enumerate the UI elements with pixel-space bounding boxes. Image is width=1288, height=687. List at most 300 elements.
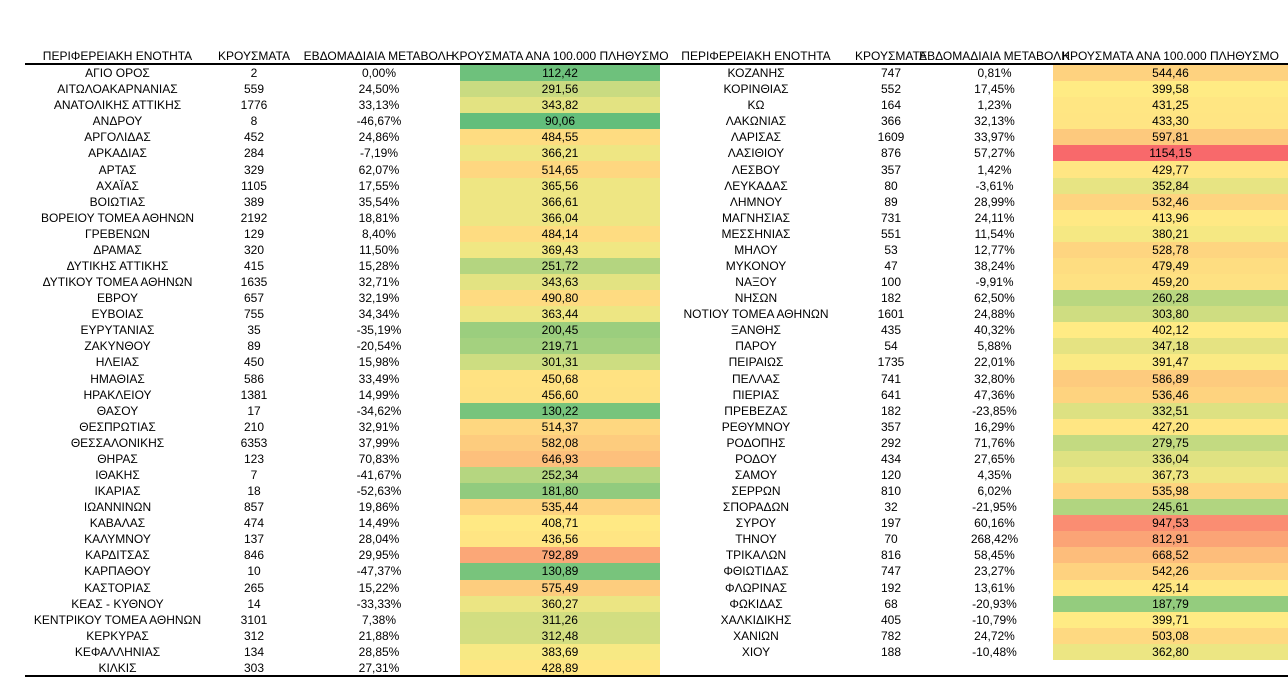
column-header-weekly-change: ΕΒΔΟΜΑΔΙΑΙΑ ΜΕΤΑΒΟΛΗ	[303, 48, 455, 63]
weekly-change-cell: 1,42%	[977, 162, 1012, 177]
column-header-cases: ΚΡΟΥΣΜΑΤΑ	[855, 48, 927, 63]
region-name-cell: ΜΑΓΝΗΣΙΑΣ	[721, 210, 791, 225]
cases-cell: 1776	[240, 98, 268, 113]
cases-per-100k-cell: 528,78	[1053, 242, 1288, 258]
cases-per-100k-cell: 431,25	[1053, 97, 1288, 113]
cases-per-100k-cell: 582,08	[460, 435, 660, 451]
cases-cell: 68	[884, 596, 898, 611]
weekly-change-cell: 27,31%	[358, 660, 400, 675]
cases-cell: 129	[243, 226, 265, 241]
weekly-change-cell: 14,99%	[358, 387, 400, 402]
cases-cell: 10	[247, 564, 261, 579]
cases-cell: 747	[880, 564, 902, 579]
weekly-change-cell: 24,50%	[358, 82, 400, 97]
region-name-cell: ΕΥΡΥΤΑΝΙΑΣ	[80, 323, 155, 338]
cases-per-100k-cell: 429,77	[1053, 161, 1288, 177]
weekly-change-cell: 13,61%	[974, 580, 1015, 595]
weekly-change-cell: -33,33%	[356, 596, 402, 611]
cases-cell: 1735	[877, 355, 905, 370]
weekly-change-cell: -3,61%	[975, 178, 1014, 193]
weekly-change-cell: 22,01%	[974, 355, 1015, 370]
region-name-cell: ΚΑΒΑΛΑΣ	[89, 516, 146, 531]
weekly-change-cell: 58,45%	[974, 548, 1015, 563]
region-name-cell: ΞΑΝΘΗΣ	[731, 323, 781, 338]
cases-per-100k-cell: 433,30	[1053, 113, 1288, 129]
cases-cell: 47	[884, 258, 898, 273]
weekly-change-cell: 38,24%	[974, 258, 1015, 273]
column-header-cases: ΚΡΟΥΣΜΑΤΑ	[218, 48, 290, 63]
cases-cell: 1105	[241, 178, 267, 193]
cases-per-100k-cell: 399,71	[1053, 612, 1288, 628]
weekly-change-cell: 32,13%	[974, 114, 1015, 129]
weekly-change-cell: 268,42%	[970, 532, 1019, 547]
weekly-change-cell: 14,49%	[358, 516, 400, 531]
cases-per-100k-cell: 668,52	[1053, 547, 1288, 563]
cases-per-100k-cell: 367,73	[1053, 467, 1288, 483]
region-name-cell: ΙΚΑΡΙΑΣ	[94, 484, 141, 499]
region-name-cell: ΛΕΥΚΑΔΑΣ	[724, 178, 788, 193]
cases-cell: 134	[243, 644, 265, 659]
cases-per-100k-cell: 586,89	[1053, 370, 1288, 386]
region-name-cell: ΚΕΝΤΡΙΚΟΥ ΤΟΜΕΑ ΑΘΗΝΩΝ	[33, 612, 202, 627]
cases-cell: 755	[243, 307, 265, 322]
weekly-change-cell: 16,29%	[974, 419, 1015, 434]
cases-cell: 35	[247, 323, 261, 338]
cases-cell: 182	[880, 291, 902, 306]
region-name-cell: ΚΑΛΥΜΝΟΥ	[84, 532, 151, 547]
weekly-change-cell: -9,91%	[975, 275, 1014, 290]
cases-cell: 120	[880, 467, 902, 482]
cases-cell: 70	[884, 532, 898, 547]
region-name-cell: ΕΒΡΟΥ	[97, 291, 138, 306]
weekly-change-cell: -35,19%	[356, 323, 402, 338]
region-name-cell: ΒΟΙΩΤΙΑΣ	[89, 194, 146, 209]
region-name-cell: ΠΑΡΟΥ	[735, 339, 777, 354]
weekly-change-cell: 24,88%	[974, 307, 1015, 322]
cases-cell: 1635	[240, 275, 268, 290]
weekly-change-cell: 8,40%	[361, 226, 397, 241]
weekly-change-cell: 70,83%	[358, 451, 400, 466]
cases-cell: 846	[243, 548, 265, 563]
cases-per-100k-cell: 947,53	[1053, 515, 1288, 531]
cases-cell: 357	[880, 419, 902, 434]
weekly-change-cell: 33,13%	[358, 98, 400, 113]
cases-cell: 551	[880, 226, 902, 241]
cases-cell: 89	[884, 194, 898, 209]
region-name-cell: ΗΡΑΚΛΕΙΟΥ	[83, 387, 152, 402]
cases-per-100k-cell: 187,79	[1053, 596, 1288, 612]
cases-cell: 188	[880, 644, 902, 659]
weekly-change-cell: 37,99%	[358, 435, 400, 450]
cases-cell: 747	[880, 66, 902, 81]
cases-per-100k-cell: 219,71	[460, 338, 660, 354]
cases-per-100k-cell: 363,44	[460, 306, 660, 322]
cases-per-100k-cell: 812,91	[1053, 531, 1288, 547]
cases-per-100k-cell: 365,56	[460, 178, 660, 194]
cases-cell: 405	[880, 612, 902, 627]
weekly-change-cell: 15,22%	[358, 580, 400, 595]
cases-cell: 32	[884, 500, 898, 515]
region-name-cell: ΛΑΡΙΣΑΣ	[730, 130, 782, 145]
region-name-cell: ΚΩ	[747, 98, 765, 113]
cases-cell: 657	[243, 291, 265, 306]
region-name-cell: ΡΟΔΟΠΗΣ	[726, 435, 786, 450]
cases-per-100k-cell: 646,93	[460, 451, 660, 467]
cases-cell: 1609	[877, 130, 905, 145]
region-name-cell: ΛΑΚΩΝΙΑΣ	[725, 114, 787, 129]
header-divider-line	[25, 63, 1288, 65]
weekly-change-cell: 19,86%	[358, 500, 400, 515]
cases-per-100k-cell: 542,26	[1053, 563, 1288, 579]
region-name-cell: ΔΥΤΙΚΟΥ ΤΟΜΕΑ ΑΘΗΝΩΝ	[42, 275, 193, 290]
region-name-cell: ΑΝΑΤΟΛΙΚΗΣ ΑΤΤΙΚΗΣ	[53, 98, 182, 113]
cases-per-100k-cell: 484,55	[460, 129, 660, 145]
cases-cell: 7	[250, 467, 258, 482]
cases-per-100k-cell: 408,71	[460, 515, 660, 531]
region-name-cell: ΤΗΝΟΥ	[735, 532, 777, 547]
region-name-cell: ΖΑΚΥΝΘΟΥ	[84, 339, 151, 354]
cases-cell: 641	[880, 387, 902, 402]
weekly-change-cell: 15,28%	[358, 258, 400, 273]
region-name-cell: ΑΡΓΟΛΙΔΑΣ	[84, 130, 151, 145]
region-name-cell: ΚΑΡΔΙΤΣΑΣ	[85, 548, 150, 563]
column-header-region: ΠΕΡΙΦΕΡΕΙΑΚΗ ΕΝΟΤΗΤΑ	[42, 48, 193, 63]
regional-table-right	[666, 46, 1288, 676]
region-name-cell: ΚΑΣΤΟΡΙΑΣ	[84, 580, 151, 595]
weekly-change-cell: 32,91%	[358, 419, 400, 434]
table-grid-left	[25, 46, 669, 676]
cases-per-100k-cell: 352,84	[1053, 178, 1288, 194]
weekly-change-cell: 24,72%	[974, 628, 1015, 643]
weekly-change-cell: 6,02%	[977, 484, 1012, 499]
weekly-change-cell: 7,38%	[361, 612, 397, 627]
weekly-change-cell: -10,48%	[972, 644, 1017, 659]
cases-per-100k-cell: 490,80	[460, 290, 660, 306]
weekly-change-cell: -10,79%	[972, 612, 1017, 627]
cases-cell: 857	[243, 500, 265, 515]
cases-per-100k-cell: 402,12	[1053, 322, 1288, 338]
cases-cell: 434	[880, 451, 902, 466]
region-name-cell: ΙΘΑΚΗΣ	[95, 467, 140, 482]
region-name-cell: ΘΕΣΠΡΩΤΙΑΣ	[79, 419, 156, 434]
cases-cell: 18	[247, 484, 261, 499]
region-name-cell: ΝΑΞΟΥ	[735, 275, 777, 290]
region-name-cell: ΑΙΤΩΛΟΑΚΑΡΝΑΝΙΑΣ	[57, 82, 178, 97]
cases-cell: 2	[250, 66, 258, 81]
cases-cell: 14	[247, 596, 261, 611]
cases-per-100k-cell: 200,45	[460, 322, 660, 338]
cases-cell: 2192	[240, 210, 268, 225]
cases-per-100k-cell: 301,31	[460, 354, 660, 370]
cases-per-100k-cell: 360,27	[460, 596, 660, 612]
region-name-cell: ΘΗΡΑΣ	[97, 451, 138, 466]
cases-per-100k-cell: 514,37	[460, 419, 660, 435]
cases-per-100k-cell: 514,65	[460, 161, 660, 177]
region-name-cell: ΑΝΔΡΟΥ	[92, 114, 143, 129]
region-name-cell: ΒΟΡΕΙΟΥ ΤΟΜΕΑ ΑΘΗΝΩΝ	[40, 210, 195, 225]
region-name-cell: ΓΡΕΒΕΝΩΝ	[85, 226, 150, 241]
cases-per-100k-cell: 366,61	[460, 194, 660, 210]
cases-per-100k-cell: 347,18	[1053, 338, 1288, 354]
region-name-cell: ΚΕΑΣ - ΚΥΘΝΟΥ	[71, 596, 164, 611]
weekly-change-cell: -52,63%	[356, 484, 402, 499]
weekly-change-cell: -41,67%	[356, 467, 402, 482]
region-name-cell: ΑΓΙΟ ΟΡΟΣ	[85, 66, 150, 81]
weekly-change-cell: 28,04%	[358, 532, 400, 547]
weekly-change-cell: 34,34%	[358, 307, 400, 322]
weekly-change-cell: 33,97%	[974, 130, 1015, 145]
cases-per-100k-cell: 425,14	[1053, 580, 1288, 596]
weekly-change-cell: 28,99%	[974, 194, 1015, 209]
cases-cell: 8	[250, 114, 258, 129]
cases-cell: 312	[243, 628, 265, 643]
cases-cell: 182	[880, 403, 902, 418]
region-name-cell: ΗΜΑΘΙΑΣ	[90, 371, 145, 386]
weekly-change-cell: 17,55%	[358, 178, 400, 193]
weekly-change-cell: 1,23%	[977, 98, 1012, 113]
region-name-cell: ΔΡΑΜΑΣ	[93, 242, 142, 257]
weekly-change-cell: -34,62%	[356, 403, 402, 418]
weekly-change-cell: -7,19%	[359, 146, 399, 161]
region-name-cell: ΚΑΡΠΑΘΟΥ	[84, 564, 151, 579]
region-name-cell: ΑΡΤΑΣ	[98, 162, 137, 177]
weekly-change-cell: 21,88%	[358, 628, 400, 643]
region-name-cell: ΑΡΚΑΔΙΑΣ	[88, 146, 147, 161]
cases-cell: 329	[243, 162, 265, 177]
cases-per-100k-cell: 112,42	[460, 65, 660, 81]
weekly-change-cell: 57,27%	[974, 146, 1015, 161]
cases-per-100k-cell: 391,47	[1053, 354, 1288, 370]
cases-per-100k-cell: 456,60	[460, 387, 660, 403]
weekly-change-cell: 17,45%	[974, 82, 1015, 97]
cases-per-100k-cell: 343,63	[460, 274, 660, 290]
cases-cell: 210	[243, 419, 265, 434]
region-name-cell: ΚΕΡΚΥΡΑΣ	[86, 628, 149, 643]
cases-cell: 876	[880, 146, 902, 161]
weekly-change-cell: 32,71%	[358, 275, 400, 290]
cases-per-100k-cell: 575,49	[460, 580, 660, 596]
cases-per-100k-cell: 413,96	[1053, 210, 1288, 226]
weekly-change-cell: 62,07%	[358, 162, 400, 177]
region-name-cell: ΚΟΡΙΝΘΙΑΣ	[723, 82, 789, 97]
region-name-cell: ΛΕΣΒΟΥ	[731, 162, 781, 177]
weekly-change-cell: 35,54%	[358, 194, 400, 209]
cases-per-100k-cell: 311,26	[460, 612, 660, 628]
region-name-cell: ΚΕΦΑΛΛΗΝΙΑΣ	[74, 644, 161, 659]
region-name-cell: ΝΟΤΙΟΥ ΤΟΜΕΑ ΑΘΗΝΩΝ	[683, 307, 829, 322]
cases-cell: 284	[243, 146, 265, 161]
weekly-change-cell: 0,81%	[977, 66, 1012, 81]
weekly-change-cell: 23,27%	[974, 564, 1015, 579]
weekly-change-cell: 47,36%	[974, 387, 1015, 402]
cases-cell: 474	[243, 516, 265, 531]
weekly-change-cell: 11,54%	[974, 226, 1015, 241]
cases-cell: 366	[880, 114, 902, 129]
cases-per-100k-cell: 366,04	[460, 210, 660, 226]
region-name-cell: ΗΛΕΙΑΣ	[95, 355, 140, 370]
cases-per-100k-cell: 792,89	[460, 547, 660, 563]
weekly-change-cell: 40,32%	[974, 323, 1015, 338]
region-name-cell: ΙΩΑΝΝΙΝΩΝ	[83, 500, 152, 515]
cases-per-100k-cell: 544,46	[1053, 65, 1288, 81]
cases-per-100k-cell: 90,06	[460, 113, 660, 129]
region-name-cell: ΠΡΕΒΕΖΑΣ	[724, 403, 788, 418]
weekly-change-cell: -20,54%	[356, 339, 402, 354]
cases-cell: 6353	[240, 435, 268, 450]
cases-cell: 137	[243, 532, 265, 547]
cases-cell: 731	[880, 210, 902, 225]
cases-cell: 54	[884, 339, 898, 354]
region-name-cell: ΚΟΖΑΝΗΣ	[727, 66, 785, 81]
cases-cell: 741	[880, 371, 902, 386]
cases-per-100k-cell: 130,22	[460, 403, 660, 419]
region-name-cell: ΜΥΚΟΝΟΥ	[725, 258, 787, 273]
weekly-change-cell: 27,65%	[974, 451, 1015, 466]
region-name-cell: ΠΙΕΡΙΑΣ	[732, 387, 780, 402]
region-name-cell: ΛΑΣΙΘΙΟΥ	[727, 146, 785, 161]
cases-per-100k-cell: 279,75	[1053, 435, 1288, 451]
column-header-region: ΠΕΡΙΦΕΡΕΙΑΚΗ ΕΝΟΤΗΤΑ	[681, 48, 831, 63]
region-name-cell: ΛΗΜΝΟΥ	[729, 194, 783, 209]
cases-cell: 292	[880, 435, 902, 450]
regional-covid-tables	[25, 46, 1288, 676]
region-name-cell: ΕΥΒΟΙΑΣ	[91, 307, 144, 322]
cases-cell: 320	[243, 242, 265, 257]
region-name-cell: ΣΠΟΡΑΔΩΝ	[722, 500, 790, 515]
cases-cell: 810	[880, 484, 902, 499]
region-name-cell: ΚΙΛΚΙΣ	[98, 660, 137, 675]
column-header-cases-per-100k: ΚΡΟΥΣΜΑΤΑ ΑΝΑ 100.000 ΠΛΗΘΥΣΜΟ	[1061, 48, 1280, 63]
cases-per-100k-cell: 383,69	[460, 644, 660, 660]
region-name-cell: ΠΕΙΡΑΙΩΣ	[728, 355, 784, 370]
cases-per-100k-cell: 181,80	[460, 483, 660, 499]
weekly-change-cell: -46,67%	[356, 114, 402, 129]
cases-per-100k-cell: 343,82	[460, 97, 660, 113]
cases-cell: 303	[243, 660, 265, 675]
weekly-change-cell: 32,80%	[974, 371, 1015, 386]
cases-per-100k-cell: 535,98	[1053, 483, 1288, 499]
cases-per-100k-cell: 450,68	[460, 370, 660, 386]
cases-cell: 389	[243, 194, 265, 209]
column-header-cases-per-100k: ΚΡΟΥΣΜΑΤΑ ΑΝΑ 100.000 ΠΛΗΘΥΣΜΟ	[451, 48, 669, 63]
region-name-cell: ΦΛΩΡΙΝΑΣ	[725, 580, 787, 595]
weekly-change-cell: 11,50%	[359, 242, 399, 257]
cases-per-100k-cell: 362,80	[1053, 644, 1288, 660]
weekly-change-cell: 0,00%	[361, 66, 397, 81]
column-header-weekly-change: ΕΒΔΟΜΑΔΙΑΙΑ ΜΕΤΑΒΟΛΗ	[919, 48, 1070, 63]
cases-cell: 415	[243, 258, 265, 273]
region-name-cell: ΤΡΙΚΑΛΩΝ	[725, 548, 787, 563]
region-name-cell: ΜΗΛΟΥ	[734, 242, 778, 257]
cases-per-100k-cell: 399,58	[1053, 81, 1288, 97]
table-grid-right	[666, 46, 1288, 660]
cases-cell: 586	[243, 371, 265, 386]
weekly-change-cell: -20,93%	[972, 596, 1017, 611]
region-name-cell: ΧΑΝΙΩΝ	[733, 628, 779, 643]
cases-cell: 452	[243, 130, 265, 145]
cases-cell: 782	[880, 628, 902, 643]
weekly-change-cell: 24,86%	[358, 130, 400, 145]
cases-per-100k-cell: 380,21	[1053, 226, 1288, 242]
cases-cell: 164	[880, 98, 902, 113]
cases-cell: 100	[880, 275, 902, 290]
cases-cell: 80	[884, 178, 898, 193]
cases-per-100k-cell: 130,89	[460, 563, 660, 579]
weekly-change-cell: 12,77%	[974, 242, 1015, 257]
cases-per-100k-cell: 532,46	[1053, 194, 1288, 210]
region-name-cell: ΑΧΑΪΑΣ	[96, 178, 139, 193]
cases-per-100k-cell: 535,44	[460, 499, 660, 515]
cases-cell: 1601	[877, 307, 905, 322]
regional-table-left	[25, 46, 669, 676]
cases-per-100k-cell: 303,80	[1053, 306, 1288, 322]
weekly-change-cell: -23,85%	[972, 403, 1017, 418]
region-name-cell: ΦΩΚΙΔΑΣ	[729, 596, 783, 611]
cases-cell: 123	[243, 451, 265, 466]
cases-cell: 192	[880, 580, 902, 595]
region-name-cell: ΣΑΜΟΥ	[734, 467, 778, 482]
region-name-cell: ΘΕΣΣΑΛΟΝΙΚΗΣ	[70, 435, 165, 450]
region-name-cell: ΜΕΣΣΗΝΙΑΣ	[721, 226, 791, 241]
weekly-change-cell: 5,88%	[977, 339, 1012, 354]
weekly-change-cell: -47,37%	[356, 564, 402, 579]
cases-per-100k-cell: 597,81	[1053, 129, 1288, 145]
cases-per-100k-cell: 245,61	[1053, 499, 1288, 515]
cases-cell: 3101	[240, 612, 268, 627]
cases-cell: 197	[880, 516, 902, 531]
cases-per-100k-cell: 251,72	[460, 258, 660, 274]
cases-cell: 435	[880, 323, 902, 338]
region-name-cell: ΘΑΣΟΥ	[96, 403, 139, 418]
cases-cell: 816	[880, 548, 902, 563]
cases-cell: 450	[243, 355, 265, 370]
region-name-cell: ΦΘΙΩΤΙΔΑΣ	[723, 564, 789, 579]
cases-per-100k-cell: 484,14	[460, 226, 660, 242]
region-name-cell: ΔΥΤΙΚΗΣ ΑΤΤΙΚΗΣ	[66, 258, 169, 273]
region-name-cell: ΧΑΛΚΙΔΙΚΗΣ	[720, 612, 792, 627]
cases-cell: 357	[880, 162, 902, 177]
region-name-cell: ΣΕΡΡΩΝ	[731, 484, 781, 499]
bottom-divider-line	[25, 675, 1288, 677]
weekly-change-cell: 32,19%	[358, 291, 400, 306]
region-name-cell: ΣΥΡΟΥ	[735, 516, 777, 531]
weekly-change-cell: 18,81%	[358, 210, 400, 225]
region-name-cell: ΠΕΛΛΑΣ	[731, 371, 781, 386]
cases-per-100k-cell: 336,04	[1053, 451, 1288, 467]
weekly-change-cell: 71,76%	[974, 435, 1015, 450]
cases-per-100k-cell: 332,51	[1053, 403, 1288, 419]
weekly-change-cell: 62,50%	[974, 291, 1015, 306]
cases-per-100k-cell: 291,56	[460, 81, 660, 97]
weekly-change-cell: 15,98%	[358, 355, 400, 370]
region-name-cell: ΡΕΘΥΜΝΟΥ	[721, 419, 791, 434]
cases-per-100k-cell: 479,49	[1053, 258, 1288, 274]
weekly-change-cell: 29,95%	[358, 548, 400, 563]
cases-per-100k-cell: 1154,15	[1053, 145, 1288, 161]
cases-per-100k-cell: 366,21	[460, 145, 660, 161]
cases-cell: 265	[243, 580, 265, 595]
cases-per-100k-cell: 427,20	[1053, 419, 1288, 435]
region-name-cell: ΧΙΟΥ	[741, 644, 771, 659]
region-name-cell: ΡΟΔΟΥ	[735, 451, 777, 466]
cases-per-100k-cell: 252,34	[460, 467, 660, 483]
weekly-change-cell: 33,49%	[358, 371, 400, 386]
cases-cell: 552	[880, 82, 902, 97]
weekly-change-cell: -21,95%	[972, 500, 1017, 515]
cases-per-100k-cell: 260,28	[1053, 290, 1288, 306]
cases-cell: 1381	[240, 387, 268, 402]
cases-cell: 559	[243, 82, 265, 97]
